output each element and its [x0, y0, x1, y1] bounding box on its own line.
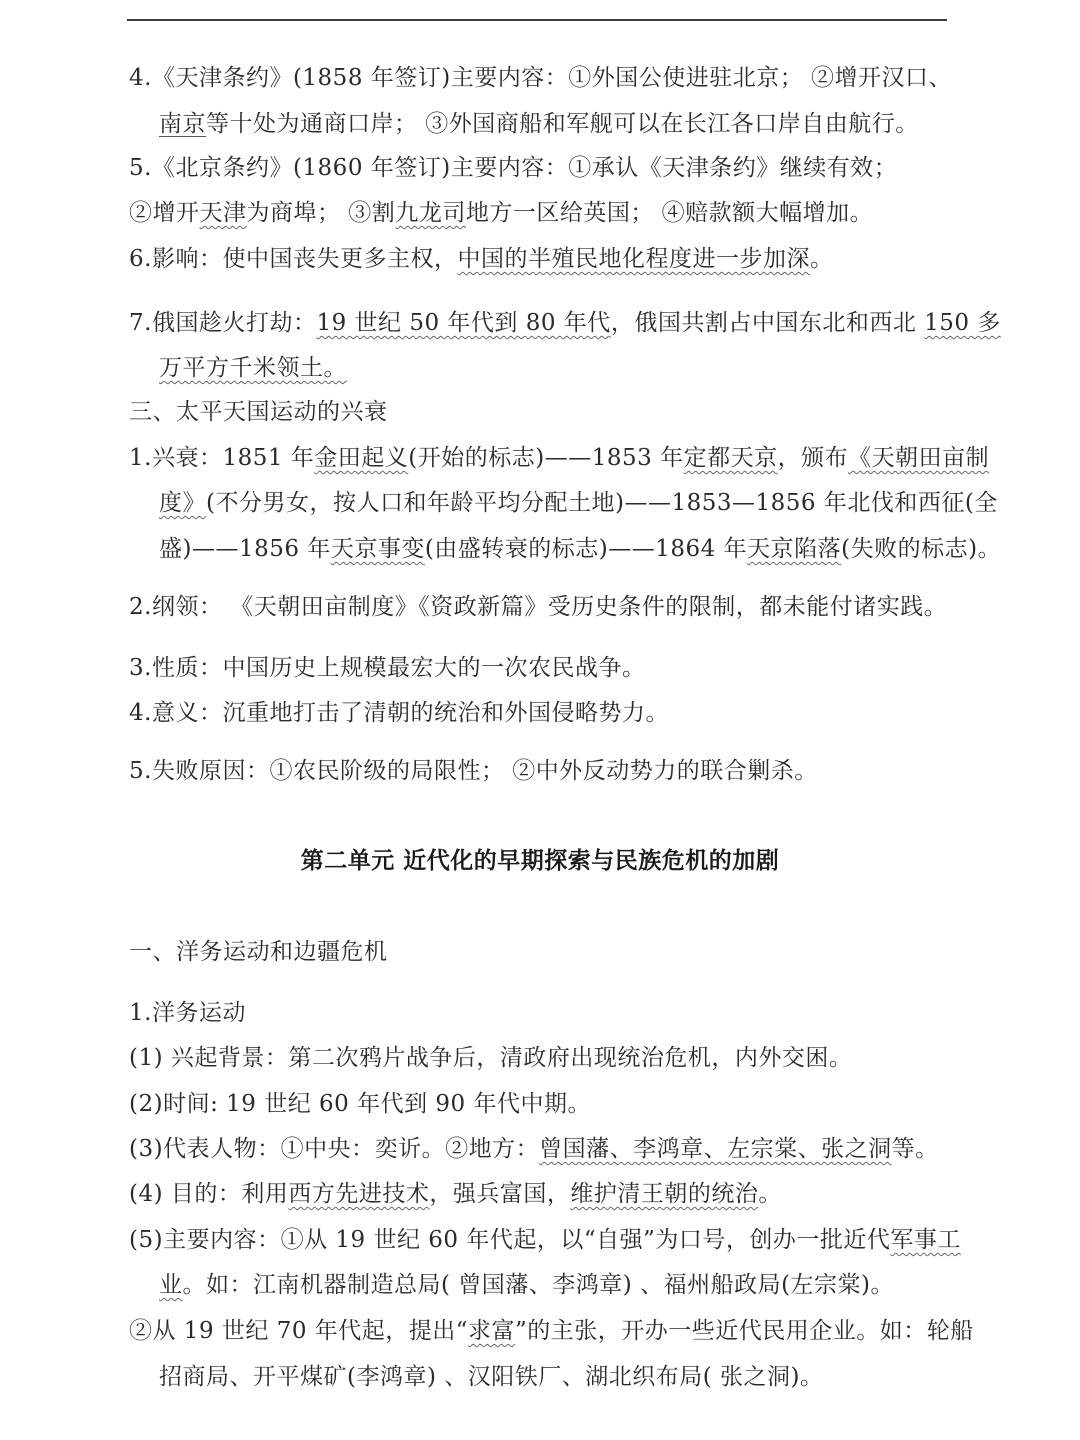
text-segment: 5.《北京条约》(1860 年签订)主要内容：①承认《天津条约》继续有效；	[129, 155, 898, 181]
text-line	[129, 1225, 961, 1255]
text-segment: 1.兴衰：1851 年	[129, 445, 315, 471]
text-line	[129, 308, 1001, 338]
text-segment: 1.洋务运动	[129, 1000, 246, 1026]
section-heading	[129, 937, 388, 967]
underlined-segment: 曾国藩、李鸿章、左宗棠、张之洞	[539, 1136, 892, 1162]
underlined-segment: 求富	[468, 1318, 516, 1344]
underlined-segment: 天津	[199, 200, 247, 226]
text-line	[129, 353, 347, 383]
text-segment: 地方一区给英国； ④赔款额大幅增加。	[465, 200, 874, 226]
text-line	[129, 756, 818, 786]
text-segment: 盛)——1856 年	[159, 536, 331, 562]
text-segment: (1) 兴起背景：第二次鸦片战争后，清政府出现统治危机，内外交困。	[129, 1045, 853, 1071]
text-line	[129, 153, 897, 183]
underlined-segment: 维护清王朝的统治	[570, 1181, 759, 1207]
text-segment: 三、太平天国运动的兴衰	[129, 399, 388, 425]
text-segment: 。	[809, 246, 834, 272]
text-segment: 招商局、开平煤矿(李鸿章) 、汉阳铁厂、湖北织布局( 张之洞)。	[159, 1364, 824, 1390]
text-line	[129, 653, 645, 683]
underlined-segment: 《天朝田亩制	[848, 445, 990, 471]
underlined-segment: 中国的半殖民地化程度进一步加深	[457, 246, 810, 272]
underlined-segment: 南京	[159, 111, 206, 137]
text-segment: ②从 19 世纪 70 年代起，提出“	[129, 1318, 469, 1344]
text-segment: 为商埠； ③割	[246, 200, 396, 226]
text-segment: 7.俄国趁火打劫：	[129, 310, 317, 336]
text-line	[129, 198, 873, 228]
text-segment: (不分男女，按人口和年龄平均分配土地)——1853—1856 年北伐和西征(全	[206, 490, 998, 516]
underlined-segment: 金田起义	[314, 445, 409, 471]
text-line	[129, 244, 833, 274]
underlined-segment: 业	[159, 1272, 183, 1298]
text-segment: ②增开	[129, 200, 200, 226]
text-line	[129, 109, 919, 139]
text-line	[129, 698, 669, 728]
subsection-heading	[129, 998, 246, 1028]
text-segment: 5.失败原因：①农民阶级的局限性； ②中外反动势力的联合剿杀。	[129, 758, 818, 784]
text-segment: ，强兵富国，	[429, 1181, 571, 1207]
underlined-segment: 度》	[159, 490, 206, 516]
text-segment: 4.意义：沉重地打击了清朝的统治和外国侵略势力。	[129, 700, 669, 726]
text-segment: 4.《天津条约》(1858 年签订)主要内容：①外国公使进驻北京； ②增开汉口、	[129, 65, 953, 91]
underlined-segment: 九龙司	[395, 200, 466, 226]
text-line	[159, 1362, 824, 1392]
text-line	[129, 1179, 782, 1209]
text-segment: 等。	[891, 1136, 939, 1162]
top-divider-rule	[127, 19, 947, 21]
text-line	[129, 592, 947, 622]
text-line	[129, 1270, 894, 1300]
text-segment: 等十处为通商口岸； ③外国商船和军舰可以在长江各口岸自由航行。	[206, 111, 919, 137]
text-segment: (4) 目的：利用	[129, 1181, 289, 1207]
underlined-segment: 万平方千米领土。	[159, 355, 347, 381]
text-segment: 3.性质：中国历史上规模最宏大的一次农民战争。	[129, 655, 646, 681]
text-segment: (5)主要内容：①从 19 世纪 60 年代起，以“自强”为口号，创办一批近代	[129, 1227, 891, 1253]
text-segment: (3)代表人物：①中央：奕䜣。②地方：	[129, 1136, 540, 1162]
underlined-segment: 天京陷落	[747, 536, 842, 562]
unit-title: 第二单元 近代化的早期探索与民族危机的加剧	[300, 848, 780, 874]
underlined-segment: 定都天京	[683, 445, 778, 471]
text-line	[129, 488, 998, 518]
text-segment: 6.影响：使中国丧失更多主权，	[129, 246, 458, 272]
underlined-segment: 天京事变	[330, 536, 425, 562]
text-line	[129, 1134, 939, 1164]
text-segment: (由盛转衰的标志)——1864 年	[424, 536, 748, 562]
underlined-segment: 西方先进技术	[288, 1181, 430, 1207]
text-line	[129, 443, 989, 473]
text-line	[159, 534, 1001, 564]
text-line	[129, 1089, 591, 1119]
underlined-segment: 150 多	[924, 310, 1001, 336]
text-segment: 。	[758, 1181, 782, 1207]
underlined-segment: 19 世纪 50 年代到 80 年代	[316, 310, 611, 336]
text-segment: ”的主张，开办一些近代民用企业。如：轮船	[515, 1318, 974, 1344]
text-segment: (开始的标志)——1853 年	[408, 445, 684, 471]
text-segment: 一、洋务运动和边疆危机	[129, 939, 388, 965]
text-line	[129, 1316, 974, 1346]
text-segment: 。如：江南机器制造总局( 曾国藩、李鸿章) 、福州船政局(左宗棠)。	[182, 1272, 895, 1298]
section-heading	[129, 397, 388, 427]
text-segment: 2.纲领： 《天朝田亩制度》《资政新篇》受历史条件的限制，都未能付诸实践。	[129, 594, 948, 620]
text-segment: (2)时间: 19 世纪 60 年代到 90 年代中期。	[129, 1091, 591, 1117]
text-line	[129, 1043, 852, 1073]
text-segment: (失败的标志)。	[841, 536, 1002, 562]
text-segment: ，俄国共割占中国东北和西北	[610, 310, 925, 336]
text-line	[129, 63, 952, 93]
text-segment: ，颁布	[777, 445, 849, 471]
underlined-segment: 军事工	[890, 1227, 961, 1253]
